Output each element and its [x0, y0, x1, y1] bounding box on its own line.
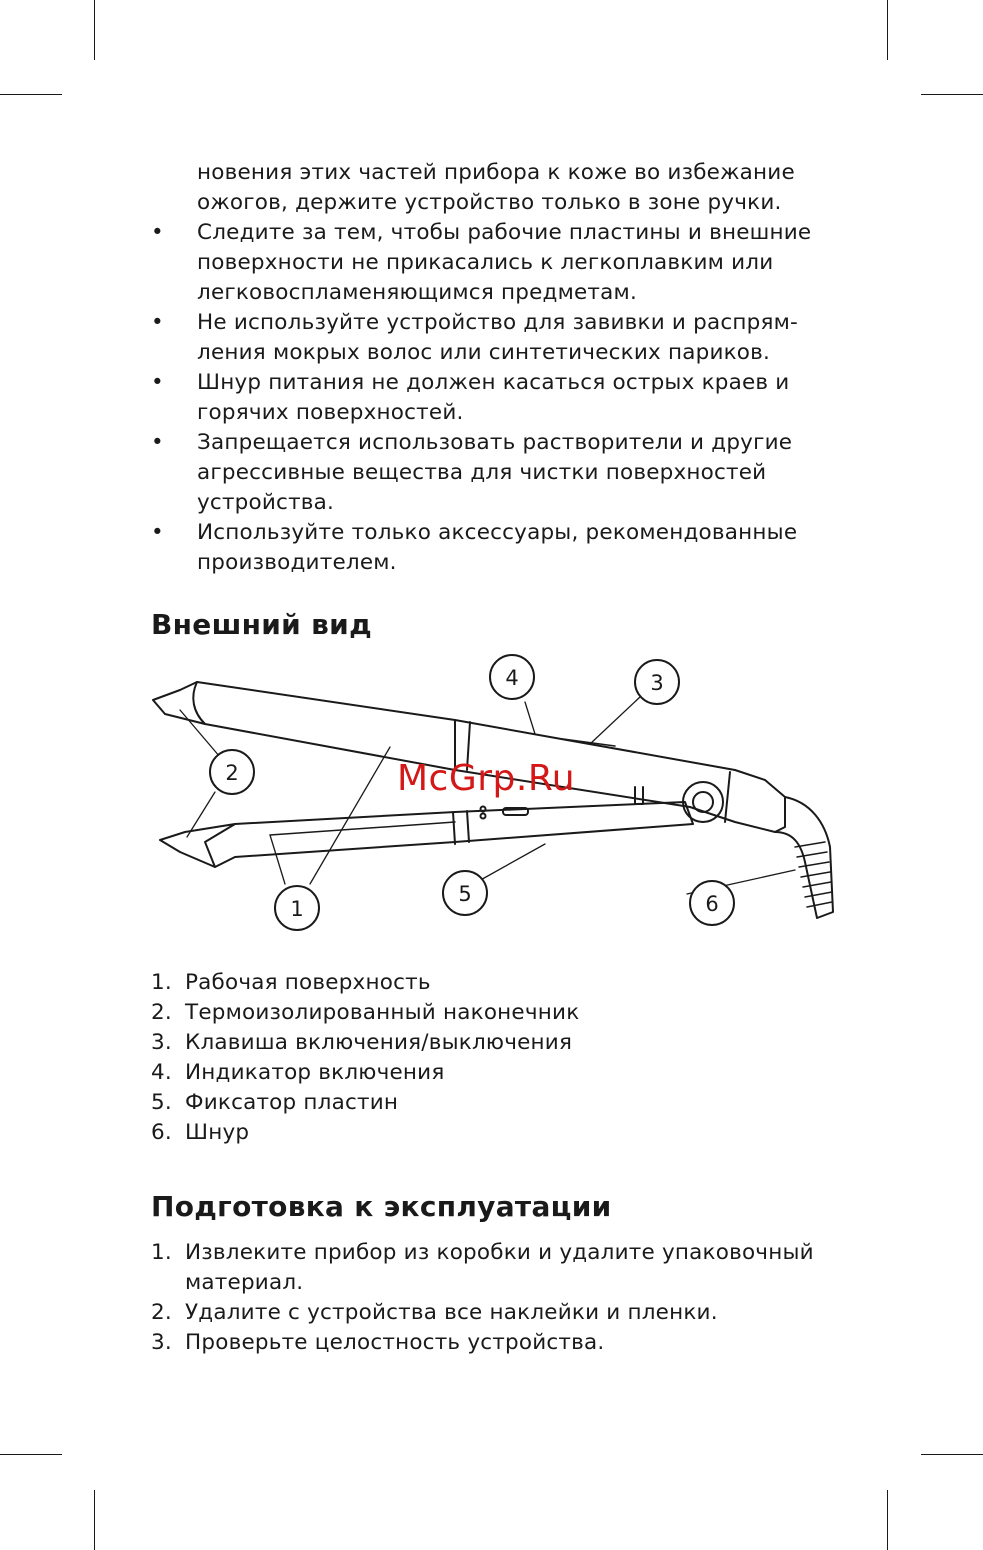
crop-mark — [0, 1454, 62, 1455]
item-number: 5. — [151, 1090, 172, 1115]
crop-mark — [887, 0, 888, 60]
item-number: 2. — [151, 1000, 172, 1025]
crop-mark — [0, 94, 62, 95]
text-line: ожогов, держите устройство только в зоне ручки. — [197, 190, 782, 215]
list-item — [151, 998, 851, 1028]
text-line: производителем. — [197, 550, 397, 575]
text-line: материал. — [185, 1270, 304, 1295]
text-line: Используйте только аксессуары, рекомендованные — [197, 520, 798, 545]
bullet-item — [151, 518, 851, 578]
crop-mark — [887, 1490, 888, 1550]
list-item — [151, 1118, 851, 1148]
text-line: Удалите с устройства все наклейки и пленки. — [185, 1300, 718, 1325]
list-item — [151, 1088, 851, 1118]
item-label: Шнур — [185, 1120, 250, 1145]
bullet-icon: • — [151, 310, 164, 335]
text-line: Проверьте целостность устройства. — [185, 1330, 605, 1355]
bullet-icon: • — [151, 430, 164, 455]
item-number: 6. — [151, 1120, 172, 1145]
list-item — [151, 1328, 851, 1358]
crop-mark — [921, 1454, 983, 1455]
text-line: Извлеките прибор из коробки и удалите упаковочный — [185, 1240, 814, 1265]
text-line: ления мокрых волос или синтетических париков. — [197, 340, 771, 365]
text-line: легковоспламеняющимся предметам. — [197, 280, 637, 305]
text-line: поверхности не прикасались к легкоплавким или — [197, 250, 774, 275]
safety-text — [151, 158, 851, 578]
section-title-preparation: Подготовка к эксплуатации — [151, 1190, 612, 1223]
preparation-list — [151, 1238, 851, 1358]
item-label: Клавиша включения/выключения — [185, 1030, 573, 1055]
list-item — [151, 1238, 851, 1298]
section-title-appearance: Внешний вид — [151, 608, 372, 641]
bullet-icon: • — [151, 520, 164, 545]
text-line: устройства. — [197, 490, 335, 515]
text-line: Шнур питания не должен касаться острых краев и — [197, 370, 790, 395]
item-number: 2. — [151, 1300, 172, 1325]
text-line: Не используйте устройство для завивки и распрям- — [197, 310, 798, 335]
bullet-item — [151, 428, 851, 518]
callout-1: 1 — [290, 897, 304, 921]
item-number: 3. — [151, 1030, 172, 1055]
cord — [775, 797, 833, 918]
text-line: Следите за тем, чтобы рабочие пластины и внешние — [197, 220, 812, 245]
callout-3: 3 — [650, 671, 664, 695]
text-line: агрессивные вещества для чистки поверхностей — [197, 460, 767, 485]
text-line: горячих поверхностей. — [197, 400, 464, 425]
callout-4: 4 — [505, 666, 519, 690]
item-number: 4. — [151, 1060, 172, 1085]
item-label: Индикатор включения — [185, 1060, 445, 1085]
lower-arm — [160, 802, 693, 867]
list-item — [151, 968, 851, 998]
text-line: новения этих частей прибора к коже во избежание — [197, 160, 795, 185]
crop-mark — [94, 0, 95, 60]
item-number: 1. — [151, 970, 172, 995]
parts-list — [151, 968, 851, 1148]
text-line: Запрещается использовать растворители и другие — [197, 430, 793, 455]
continued-paragraph — [151, 158, 851, 218]
bullet-icon: • — [151, 220, 164, 245]
item-label: Термоизолированный наконечник — [185, 1000, 580, 1025]
item-number: 3. — [151, 1330, 172, 1355]
crop-mark — [921, 94, 983, 95]
callout-2: 2 — [225, 761, 239, 785]
callout-6: 6 — [705, 892, 719, 916]
list-item — [151, 1298, 851, 1328]
item-label: Фиксатор пластин — [185, 1090, 399, 1115]
bullet-icon: • — [151, 370, 164, 395]
list-item — [151, 1028, 851, 1058]
watermark: McGrp.Ru — [397, 758, 576, 799]
list-item — [151, 1058, 851, 1088]
bullet-item — [151, 218, 851, 308]
bullet-item — [151, 368, 851, 428]
item-label: Рабочая поверхность — [185, 970, 431, 995]
bullet-item — [151, 308, 851, 368]
item-number: 1. — [151, 1240, 172, 1265]
crop-mark — [94, 1490, 95, 1550]
callout-5: 5 — [458, 882, 472, 906]
